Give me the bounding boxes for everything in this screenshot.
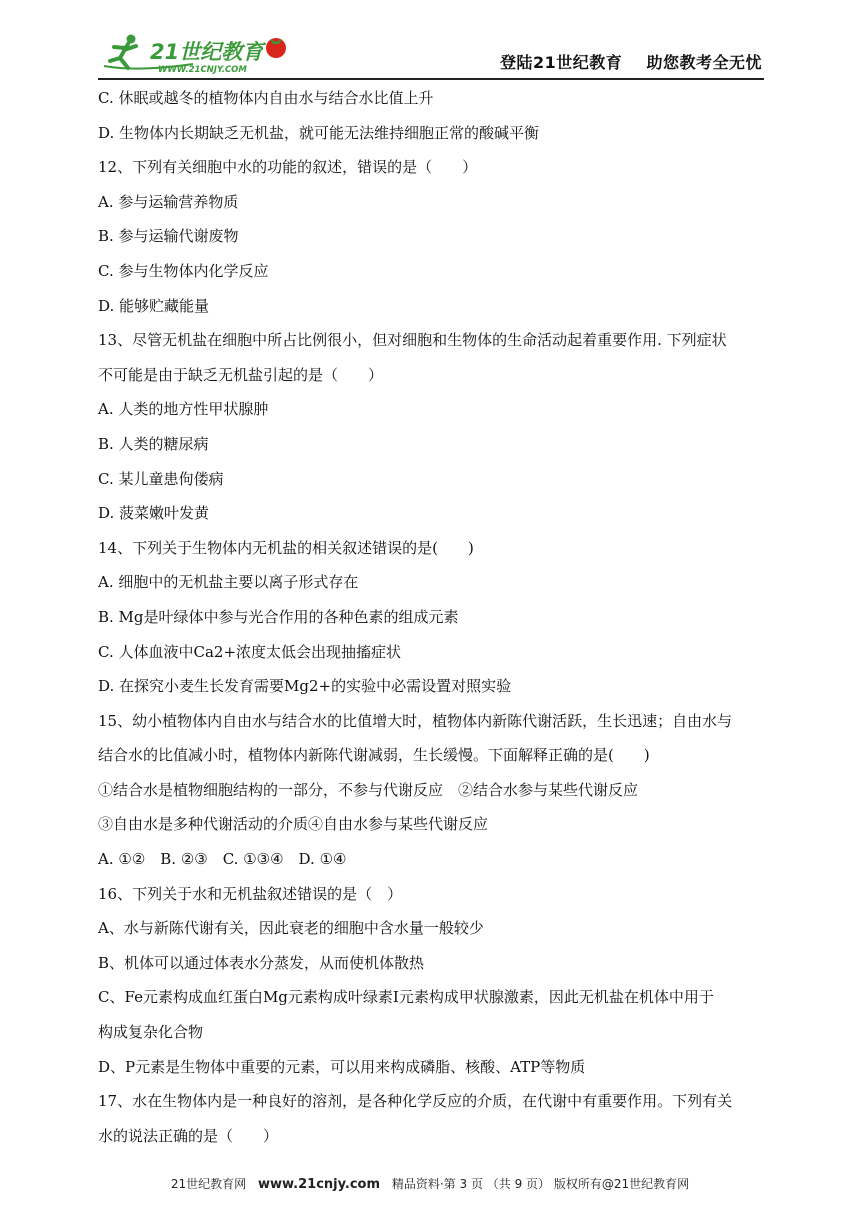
- option-line: D、P元素是生物体中重要的元素，可以用来构成磷脂、核酸、ATP等物质: [98, 1057, 586, 1076]
- question-stem: 结合水的比值减小时，植物体内新陈代谢减弱，生长缓慢。下面解释正确的是( ): [98, 746, 650, 765]
- option-line: B. 参与运输代谢废物: [98, 227, 239, 246]
- question-stem: 不可能是由于缺乏无机盐引起的是（ ）: [98, 365, 384, 384]
- question-stem: 水的说法正确的是（ ）: [98, 1126, 279, 1145]
- question-content: [98, 88, 764, 1160]
- option-line: D. 菠菜嫩叶发黄: [98, 504, 210, 523]
- page-header: [98, 28, 764, 76]
- footer-url: www.21cnjy.com: [257, 1177, 381, 1192]
- logo-url: WWW.21CNJY.COM: [158, 65, 247, 75]
- option-line: B. 人类的糖尿病: [98, 434, 209, 453]
- logo-text: 21世纪教育: [150, 40, 264, 64]
- logo: [98, 28, 298, 76]
- footer-site: 21世纪教育网: [170, 1177, 247, 1191]
- header-rule: [98, 78, 764, 80]
- option-line: A. 参与运输营养物质: [98, 192, 239, 211]
- question-stem: 17、水在生物体内是一种良好的溶剂，是各种化学反应的介质，在代谢中有重要作用。下列有关: [98, 1092, 733, 1111]
- option-line: A. 人类的地方性甲状腺肿: [98, 400, 269, 419]
- text-line: C. 休眠或越冬的植物体内自由水与结合水比值上升: [98, 89, 434, 107]
- question-stem: 12、下列有关细胞中水的功能的叙述，错误的是（ ）: [98, 158, 478, 177]
- statement-line: ①结合水是植物细胞结构的一部分，不参与代谢反应 ②结合水参与某些代谢反应: [98, 780, 639, 799]
- option-line: C. 人体血液中Ca2+浓度太低会出现抽搐症状: [98, 642, 402, 661]
- option-line: C、Fe元素构成血红蛋白Mg元素构成叶绿素I元素构成甲状腺激素，因此无机盐在机体中用于: [98, 988, 714, 1007]
- option-line: B、机体可以通过体表水分蒸发，从而使机体散热: [98, 953, 425, 972]
- option-line: D. 能够贮藏能量: [98, 296, 210, 315]
- question-stem: 14、下列关于生物体内无机盐的相关叙述错误的是( ): [98, 538, 474, 557]
- option-line: 构成复杂化合物: [98, 1023, 204, 1042]
- option-line: C. 参与生物体内化学反应: [98, 261, 269, 280]
- text-line: D. 生物体内长期缺乏无机盐，就可能无法维持细胞正常的酸碱平衡: [98, 123, 540, 142]
- question-stem: 13、尽管无机盐在细胞中所占比例很小，但对细胞和生物体的生命活动起着重要作用. 下列症状: [98, 331, 727, 350]
- option-line: B. Mg是叶绿体中参与光合作用的各种色素的组成元素: [98, 607, 459, 626]
- statement-line: ③自由水是多种代谢活动的介质④自由水参与某些代谢反应: [98, 815, 489, 834]
- question-stem: 15、幼小植物体内自由水与结合水的比值增大时，植物体内新陈代谢活跃，生长迅速；自由水与: [98, 711, 733, 730]
- page-footer: [0, 1175, 860, 1192]
- option-line: A、水与新陈代谢有关，因此衰老的细胞中含水量一般较少: [98, 919, 484, 938]
- option-line: A. ①② B. ②③ C. ①③④ D. ①④: [98, 850, 347, 869]
- footer-page-info: 精品资料·第 3 页 （共 9 页） 版权所有@21世纪教育网: [391, 1177, 690, 1191]
- header-slogan: 登陆21世纪教育 助您教考全无忧: [499, 53, 762, 72]
- option-line: D. 在探究小麦生长发育需要Mg2+的实验中必需设置对照实验: [98, 677, 512, 696]
- option-line: C. 某儿童患佝偻病: [98, 469, 224, 488]
- tomato-icon: [266, 38, 286, 58]
- question-stem: 16、下列关于水和无机盐叙述错误的是（ ）: [98, 884, 403, 903]
- option-line: A. 细胞中的无机盐主要以离子形式存在: [98, 573, 359, 592]
